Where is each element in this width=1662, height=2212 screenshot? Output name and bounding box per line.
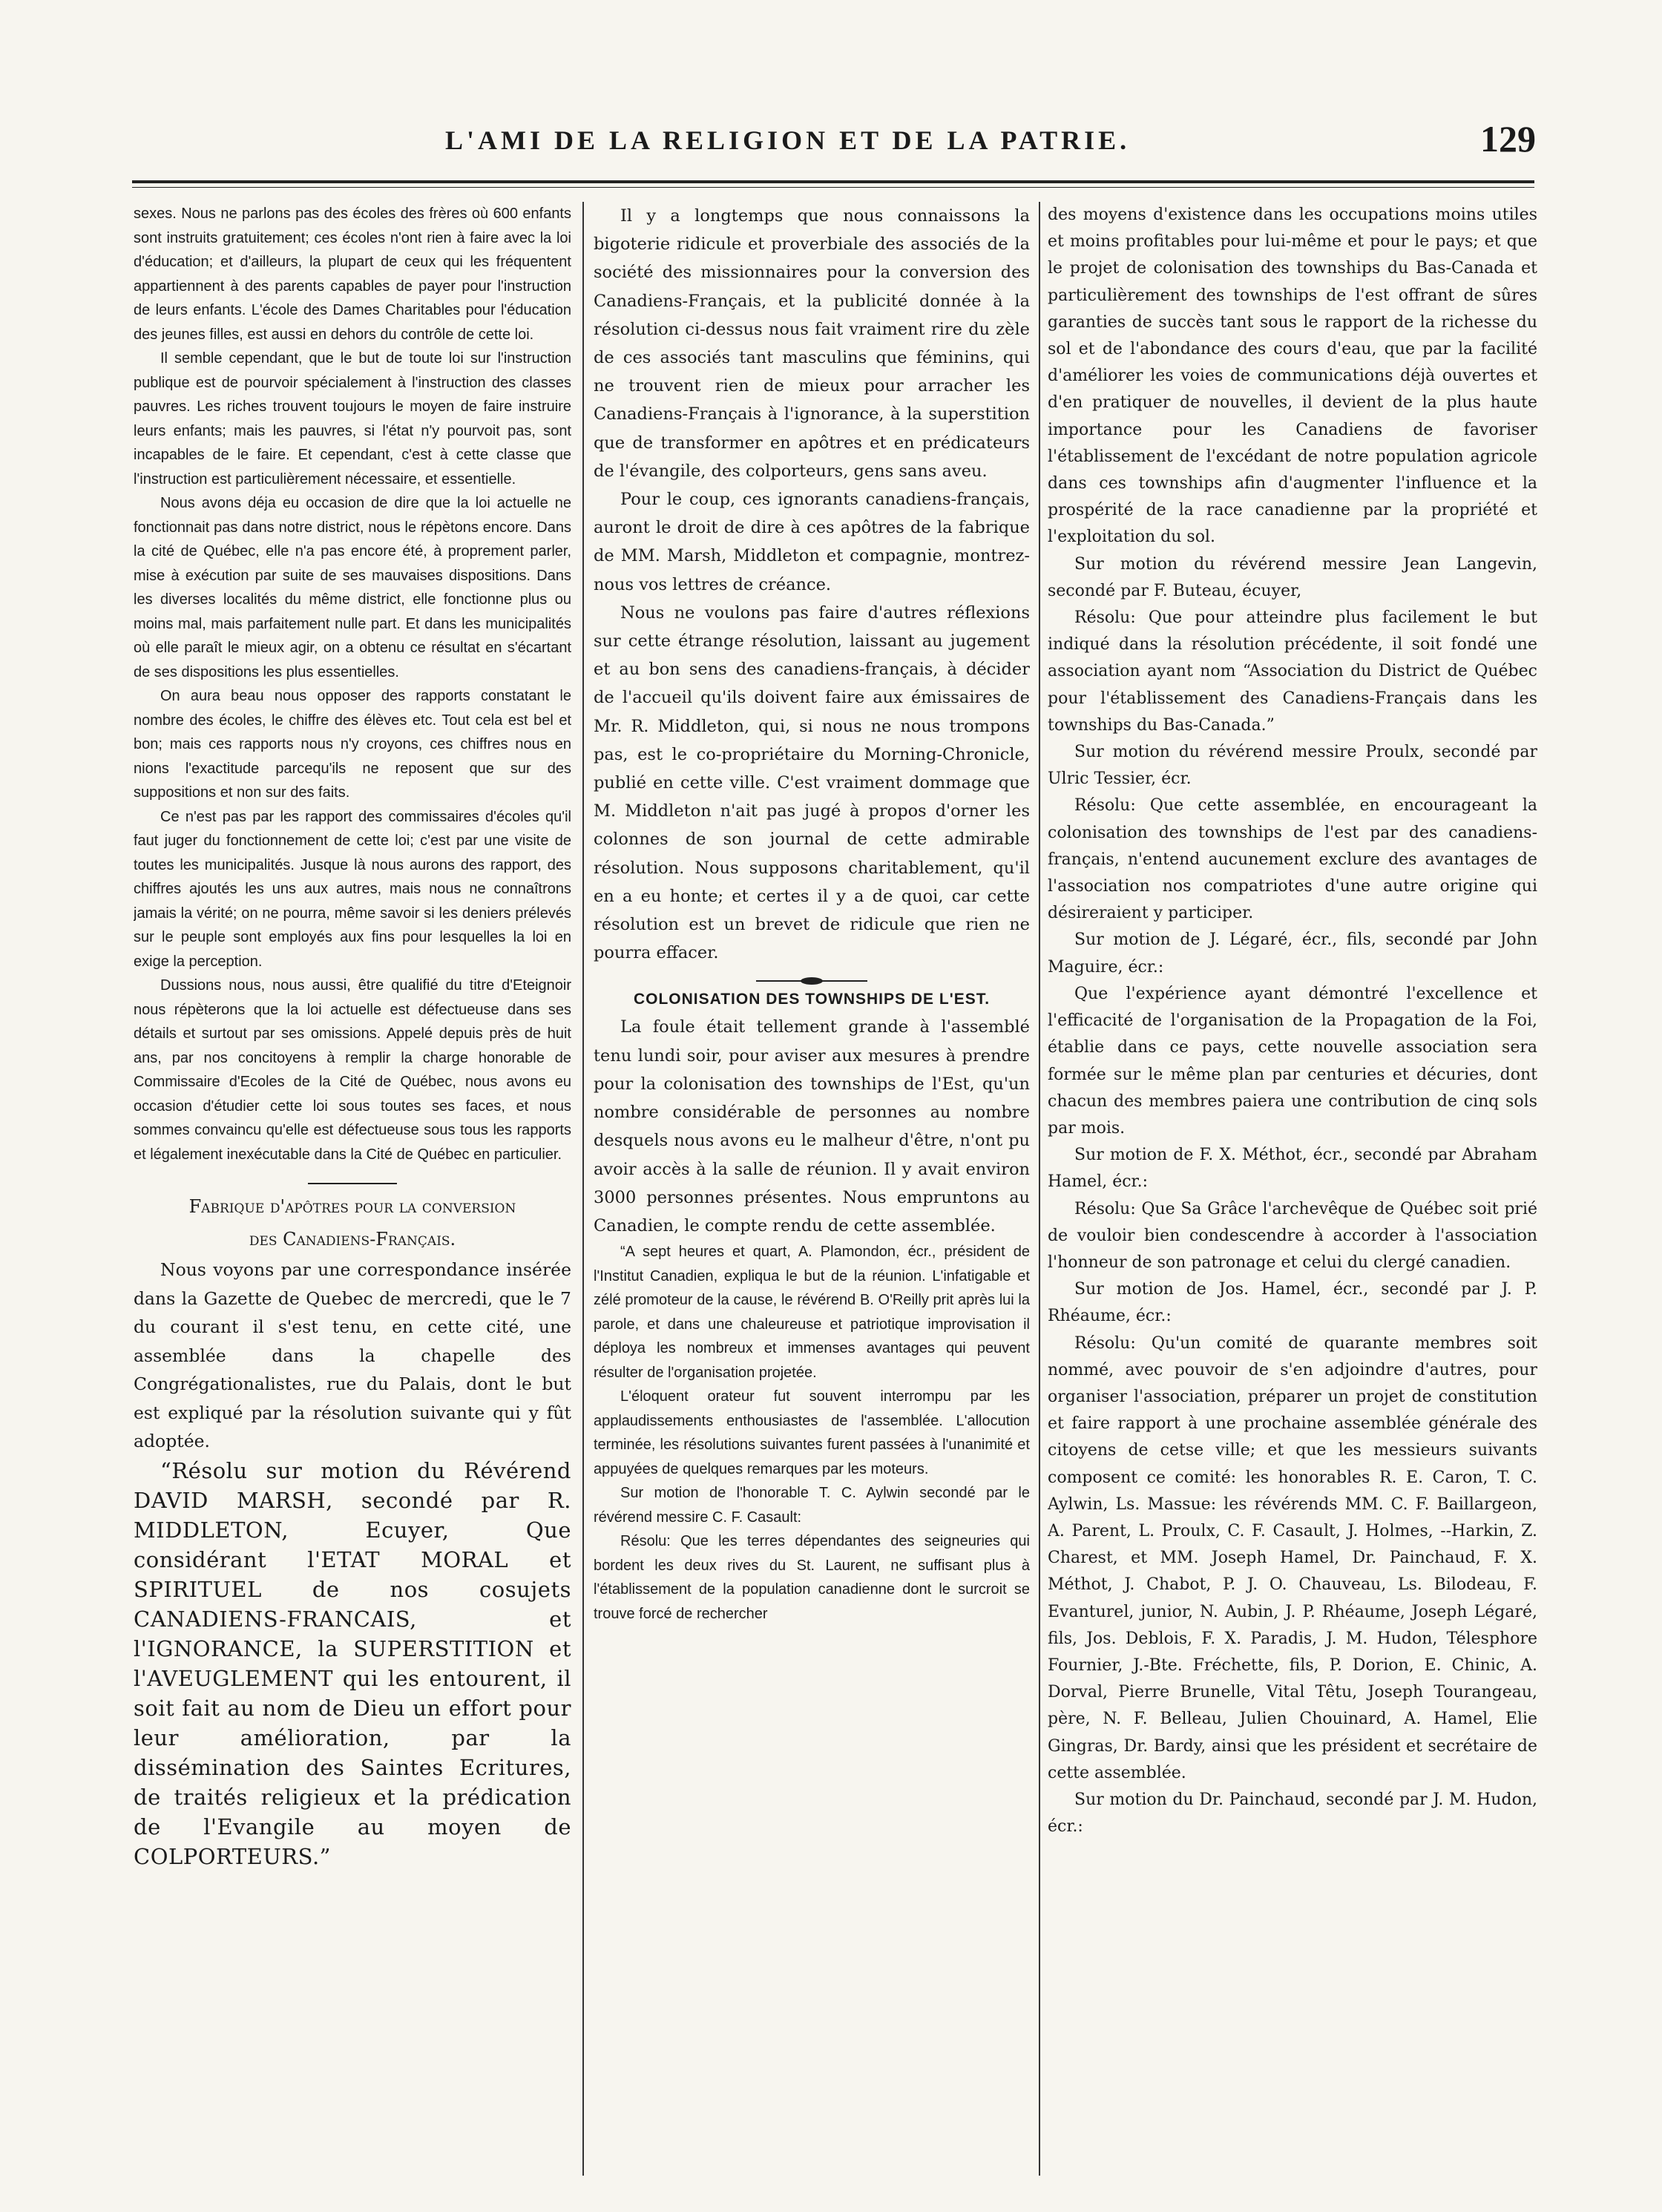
article-heading-line-2: des Canadiens-Français. [249,1229,456,1250]
paragraph: des moyens d'existence dans les occupations moins utiles et moins profitables pour lui-même et pour le pays; et que le projet de colonisation des townships du Bas-Canada et particulièrement des townships de l'est offrant de sûres garanties de succès tant sous le rapport de la richesse du sol et de l'abondance des cours d'eau, que par la facilité d'améliorer les voies de communications déjà ouvertes et d'en pratiquer de nouvelles, il devient de la plus haute importance pour les Canadiens de favoriser l'établissement de l'excédant de notre population agricole dans ces townships afin d'augmenter l'influence et la prospérité de la race canadienne par la propriété et l'exploitation du sol. [1048,206,1537,547]
column-2 [594,202,1030,2176]
paragraph: Il y a longtemps que nous connaissons la bigoterie ridicule et proverbiale des associés de la société des missionnaires pour la conversion des Canadiens-Français, et la publicité donnée à la résolution ci-dessus nous fait vraiment rire du zèle de ces associés tant masculins que féminins, qui ne trouvent rien de mieux pour arracher les Canadiens-Français à l'ignorance, à la superstition que de transformer en apôtres et en prédicateurs de l'évangile, des colporteurs, gens sans aveu. [594,206,1030,481]
header-rule-thin [132,187,1534,188]
section-separator [308,1183,397,1184]
paragraph: Il semble cependant, que le but de toute loi sur l'instruction publique est de pourvoir spécialement à l'instruction des classes pauvres. Les riches trouvent toujours le moyen de faire instruire leurs enfants; mais les pauvres, si l'état n'y pourvoit pas, sont incapables de le faire. Et cependant, c'est à cette classe que l'instruction est particulièrement nécessaire, et essentielle. [134,350,571,488]
paragraph: Résolu: Que pour atteindre plus facilement le but indiqué dans la résolution précédente, il soit fondé une association ayant nom “Association du District de Québec pour l'établissement des Canadiens-Français dans les townships du Bas-Canada.” [1048,608,1537,735]
header-rule-thick [132,180,1534,183]
article-heading-line-1: Fabrique d'apôtres pour la conversion [188,1196,516,1217]
article-heading: COLONISATION DES TOWNSHIPS DE L'EST. [633,991,991,1008]
paragraph: Sur motion de J. Légaré, écr., fils, secondé par John Maguire, écr.: [1048,931,1537,977]
paragraph: Sur motion de l'honorable T. C. Aylwin secondé par le révérend messire C. F. Casault: [594,1485,1030,1526]
paragraph: Que l'expérience ayant démontré l'excellence et l'efficacité de l'organisation de la Propagation de la Foi, établie dans ce pays, cette nouvelle association sera formée sur le même plan par centuries et décuries, dont chacun des membres paiera une contribution de cinq sols par mois. [1048,984,1537,1138]
paragraph: Nous voyons par une correspondance insérée dans la Gazette de Quebec de mercredi, que le 7 du courant il s'est tenu, en cette cité, une assemblée dans la chapelle des Congrégationalistes, rue du Palais, dont le but est expliqué par la résolution suivante qui y fût adoptée. [134,1259,571,1451]
resolution-quote: “Résolu sur motion du Révérend DAVID MARSH, secondé par R. MIDDLETON, Ecuyer, Que considérant l'ETAT MORAL et SPIRITUEL de nos cosujets CANADIENS-FRANCAIS, et l'IGNORANCE, la SUPERSTITION et l'AVEUGLEMENT qui les entourent, il soit fait au nom de Dieu un effort pour leur amélioration, par la dissémination des Saintes Ecritures, de traités religieux et la prédication de l'Evangile au moyen de COLPORTEURS.” [134,1457,571,1869]
paragraph: L'éloquent orateur fut souvent interrompu par les applaudissements enthousiastes de l'assemblée. L'allocution terminée, les résolutions suivantes furent passées à l'unanimité et appuyées de quelques remarques par les moteurs. [594,1388,1030,1477]
column-divider-1 [582,202,584,2176]
column-3 [1048,202,1537,2176]
paragraph: Résolu: Que les terres dépendantes des seigneuries qui bordent les deux rives du St. Laurent, ne suffisant plus à l'établissement de la population canadienne dont le surcroit se trouve forcé de rechercher [594,1533,1030,1622]
paragraph: On aura beau nous opposer des rapports constatant le nombre des écoles, le chiffre des élèves etc. Tout cela est bel et bon; mais ces rapports nous n'y croyons, ces chiffres nous en nions l'exactitude parcequ'ils ne reposent que sur des suppositions et non sur des faits. [134,688,571,801]
paragraph: Ce n'est pas par les rapport des commissaires d'écoles qu'il faut juger du fonctionnement de cette loi; c'est par une visite de toutes les municipalités. Jusque là nous aurons des rapport, des chiffres ajoutés les uns aux autres, mais nous ne connaîtrons jamais la vérité; on ne pourra, même savoir si les deniers prélevés sur le peuple sont employés aux fins pour lesquelles la loi en exige la perception. [134,808,571,970]
page-number: 129 [1480,118,1536,160]
paragraph: Résolu: Qu'un comité de quarante membres soit nommé, avec pouvoir de s'en adjoindre d'autres, pour organiser l'association, préparer un projet de constitution et faire rapport à une prochaine assemblée générale des citoyens de cetse ville; et que les messieurs suivants composent ce comité: les honorables R. E. Caron, T. C. Aylwin, Ls. Massue: les révérends MM. C. F. Baillargeon, A. Parent, L. Proulx, C. F. Casault, J. Holmes, --Harkin, Z. Charest, et MM. Joseph Hamel, Dr. Painchaud, F. X. Méthot, J. Chabot, P. J. O. Chauveau, Ls. Bilodeau, F. Evanturel, junior, N. Aubin, J. P. Rhéaume, Joseph Légaré, fils, Jos. Deblois, F. X. Paradis, J. M. Hudon, Télesphore Fournier, J.-Bte. Fréchette, fils, P. Dorion, E. Chinic, A. Dorval, Pierre Brunelle, Vital Têtu, Joseph Tourangeau, père, N. F. Belleau, Julien Chouinard, A. Hamel, Elie Gingras, Dr. Bardy, ainsi que les président et secrétaire de cette assemblée. [1048,1333,1537,1782]
paragraph: Résolu: Que Sa Grâce l'archevêque de Québec soit prié de vouloir bien condescendre à accorder à l'association l'honneur de son patronage et celui du clergé canadien. [1048,1199,1537,1272]
column-1 [134,202,571,2176]
paragraph: Pour le coup, ces ignorants canadiens-français, auront le droit de dire à ces apôtres de la fabrique de MM. Marsh, Middleton et compagnie, montrez-nous vos lettres de créance. [594,490,1030,594]
paragraph: Résolu: Que cette assemblée, en encourageant la colonisation des townships de l'est par des canadiens-français, n'entend aucunement exclure des avantages de l'association nos compatriotes d'une autre origine qui désireraient y participer. [1048,796,1537,923]
paragraph: sexes. Nous ne parlons pas des écoles des frères où 600 enfants sont instruits gratuitement; ces écoles n'ont rien à faire avec la loi d'éducation; et d'ailleurs, la plupart de ceux qui les fréquentent appartiennent à des parents capables de payer pour l'instruction de leurs enfants. L'école des Dames Charitables pour l'éducation des jeunes filles, est aussi en dehors du contrôle de cette loi. [134,206,571,343]
paragraph: Sur motion de Jos. Hamel, écr., secondé par J. P. Rhéaume, écr.: [1048,1280,1537,1326]
paragraph: Nous avons déja eu occasion de dire que la loi actuelle ne fonctionnait pas dans notre district, nous le répètons encore. Dans la cité de Québec, elle n'a pas encore été, à proprement parler, mise à exécution par suite de ses mauvaises dispositions. Dans les diverses localités du même district, elle fonctionne plus ou moins mal, mais parfaitement nulle part. Et dans les municipalités où elle paraît le mieux agir, on a obtenu ce résultat en s'écartant de ses dispositions les plus essentielles. [134,495,571,680]
section-separator [756,980,867,982]
paragraph: Sur motion du Dr. Painchaud, secondé par J. M. Hudon, écr.: [1048,1790,1537,1837]
paragraph: Sur motion du révérend messire Jean Langevin, secondé par F. Buteau, écuyer, [1048,554,1537,600]
running-title: L'AMI DE LA RELIGION ET DE LA PATRIE. [445,125,1131,155]
paragraph: La foule était tellement grande à l'assemblé tenu lundi soir, pour aviser aux mesures à prendre pour la colonisation des townships de l'Est, qu'un nombre considérable de personnes au nombre desquels nous avons eu le malheur d'être, n'ont pu avoir accès à la salle de réunion. Il y avait environ 3000 personnes présentes. Nous empruntons au Canadien, le compte rendu de cette assemblée. [594,1017,1030,1235]
column-divider-2 [1039,202,1040,2176]
paragraph: Sur motion du révérend messire Proulx, secondé par Ulric Tessier, écr. [1048,743,1537,789]
paragraph: Sur motion de F. X. Méthot, écr., secondé par Abraham Hamel, écr.: [1048,1146,1537,1192]
paragraph: Nous ne voulons pas faire d'autres réflexions sur cette étrange résolution, laissant au jugement et au bon sens des canadiens-français, à décider de l'accueil qu'ils doivent faire aux émissaires de Mr. R. Middleton, qui, si nous ne nous trompons pas, est le co-propriétaire du Morning-Chronicle, publié en cette ville. C'est vraiment dommage que M. Middleton n'ait pas jugé à propos d'orner les colonnes de son journal de cette admirable résolution. Nous supposons charitablement, qu'il en a eu honte; et certes il y a de quoi, car cette résolution est un brevet de ridicule que rien ne pourra effacer. [594,603,1030,963]
paragraph: Dussions nous, nous aussi, être qualifié du titre d'Eteignoir nous répèterons que la loi actuelle est défectueuse dans ses détails et surtout par ses omissions. Appelé depuis près de huit ans, par nos concitoyens à remplir la charge honorable de Commissaire d'Ecoles de la Cité de Québec, nous avons eu occasion d'étudier cette loi sous toutes ses faces, et nous sommes convaincu qu'elle est défectueuse sous tous les rapports et légalement inexécutable dans la Cité de Québec en particulier. [134,977,571,1163]
page-header [126,117,1536,169]
paragraph: “A sept heures et quart, A. Plamondon, écr., président de l'Institut Canadien, expliqua le but de la réunion. L'infatigable et zélé promoteur de la cause, le révérend B. O'Reilly prit après lui la parole, et dans une chaleureuse et patriotique improvisation il déploya les nombreux et immenses avantages qui peuvent résulter de l'organisation projetée. [594,1244,1030,1381]
